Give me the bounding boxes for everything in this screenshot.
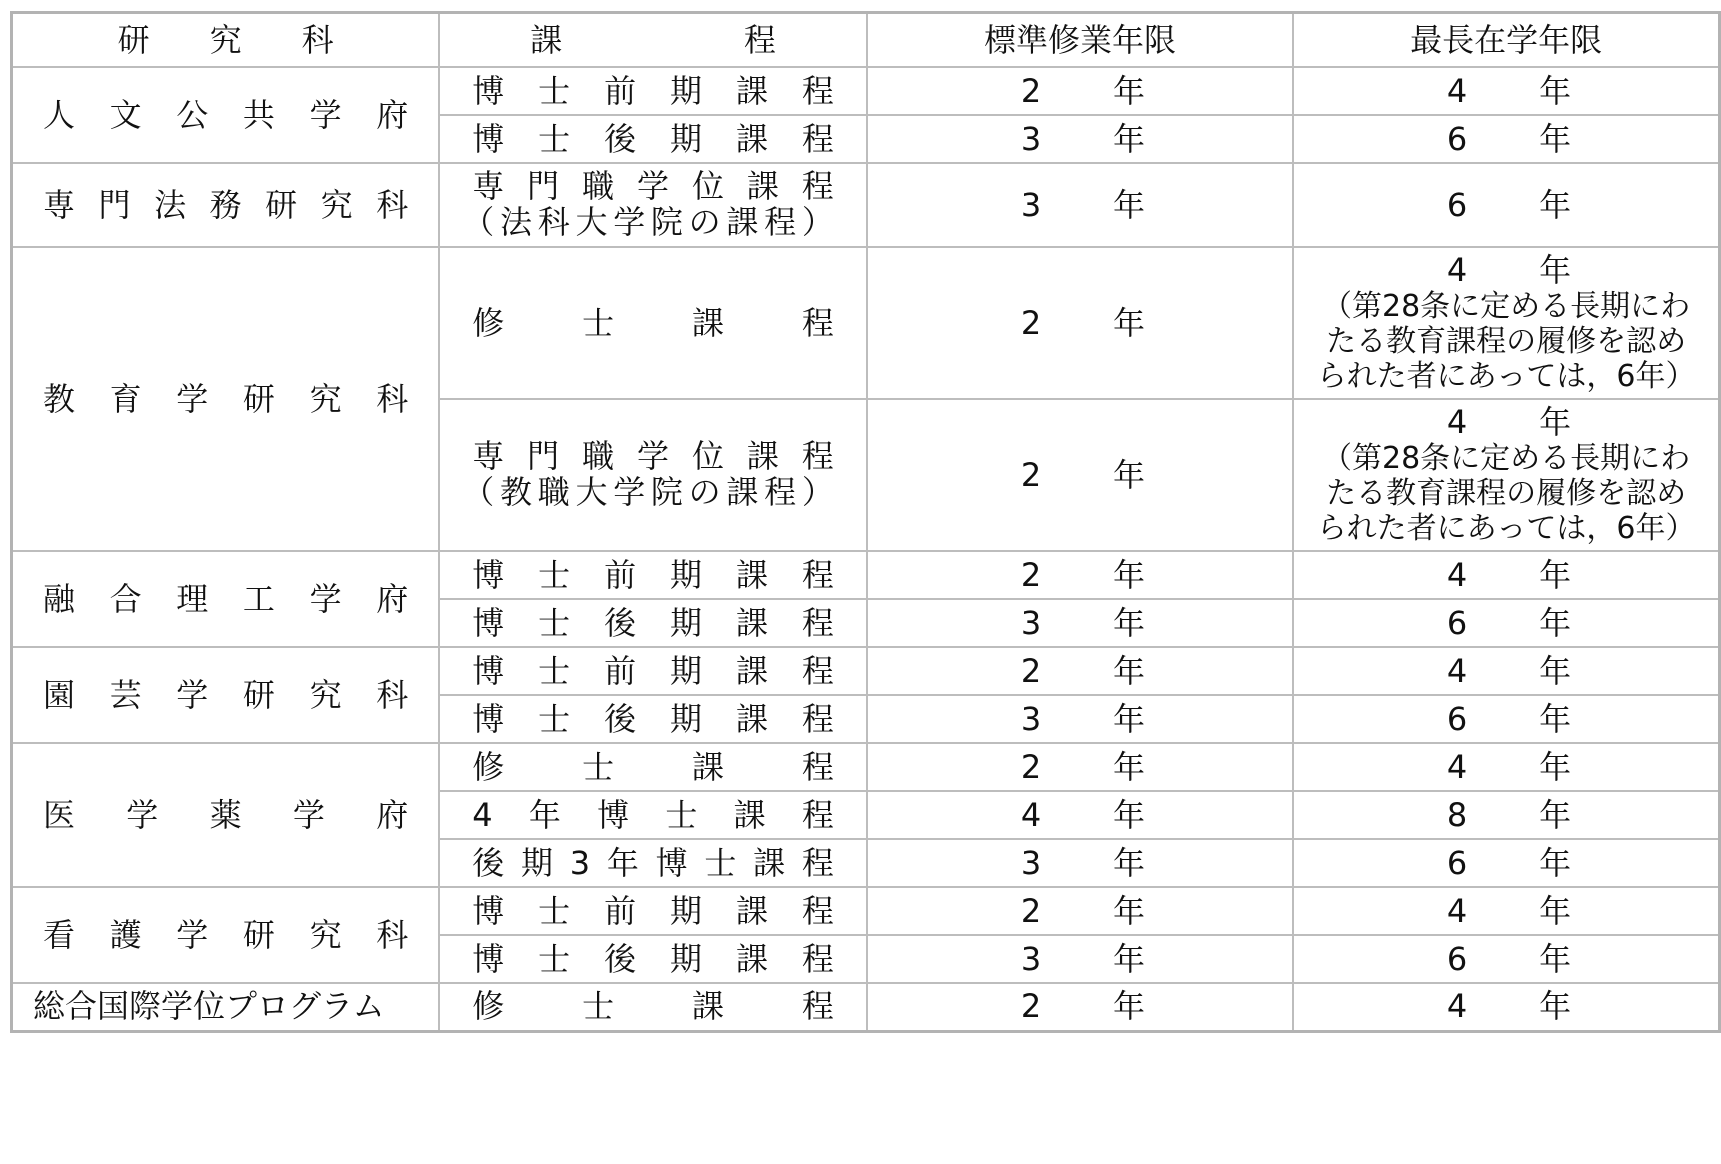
course-cell (439, 983, 867, 1031)
course-cell (439, 599, 867, 647)
standard-years-cell (867, 115, 1293, 163)
max-years: 4 年 (1446, 555, 1572, 594)
max-years: 6 年 (1446, 185, 1572, 224)
standard-years: 4 年 (1020, 795, 1146, 834)
course-name: 博 士 前 期 課 程 (472, 651, 834, 690)
course-name: 博 士 後 期 課 程 (472, 699, 834, 738)
course-cell (439, 887, 867, 935)
standard-years: 3 年 (1020, 699, 1146, 738)
course-name: 修 士 課 程 (472, 303, 834, 342)
standard-years-cell (867, 67, 1293, 115)
max-years: 4 年 (1446, 987, 1572, 1026)
table-row (12, 647, 1720, 695)
max-years: 4 年 (1446, 891, 1572, 930)
standard-years-cell (867, 163, 1293, 247)
max-years-cell (1293, 695, 1719, 743)
standard-years: 2 年 (1020, 747, 1146, 786)
standard-years: 2 年 (1020, 303, 1146, 342)
course-name: 修 士 課 程 (472, 987, 834, 1026)
max-years: 6 年 (1446, 603, 1572, 642)
standard-years: 2 年 (1020, 71, 1146, 110)
course-cell (439, 163, 867, 247)
max-years-cell (1293, 399, 1719, 551)
max-years: 4 年 (1446, 402, 1572, 441)
graduate-school-name: 専 門 法 務 研 究 科 (43, 185, 409, 224)
max-years-cell (1293, 791, 1719, 839)
table-row (12, 163, 1720, 247)
graduate-school-cell (12, 887, 440, 983)
standard-years: 3 年 (1020, 939, 1146, 978)
table-body (12, 67, 1720, 1031)
course-subname: （ 法 科 大 学 院 の 課 程 ） (462, 203, 834, 241)
max-years: 4 年 (1446, 747, 1572, 786)
max-years: 6 年 (1446, 843, 1572, 882)
table-row (12, 247, 1720, 399)
graduate-school-name: 融 合 理 工 学 府 (43, 579, 409, 618)
max-years: 6 年 (1446, 939, 1572, 978)
standard-years-cell (867, 399, 1293, 551)
graduate-school-cell (12, 983, 440, 1031)
graduate-school-name: 園 芸 学 研 究 科 (43, 675, 409, 714)
standard-years-cell (867, 647, 1293, 695)
standard-years: 3 年 (1020, 185, 1146, 224)
standard-years-cell (867, 887, 1293, 935)
standard-years-cell (867, 599, 1293, 647)
table-row (12, 743, 1720, 791)
standard-years: 2 年 (1020, 555, 1146, 594)
course-cell (439, 791, 867, 839)
max-years: 6 年 (1446, 119, 1572, 158)
graduate-school-cell (12, 647, 440, 743)
course-name: 修 士 課 程 (472, 747, 834, 786)
study-period-table (10, 11, 1721, 1033)
graduate-school-cell (12, 67, 440, 163)
course-name: 博 士 後 期 課 程 (472, 119, 834, 158)
max-years-cell (1293, 551, 1719, 599)
course-cell (439, 935, 867, 983)
standard-years-cell (867, 551, 1293, 599)
graduate-school-name: 人 文 公 共 学 府 (43, 95, 409, 134)
course-name: 博 士 前 期 課 程 (472, 71, 834, 110)
standard-years: 2 年 (1020, 987, 1146, 1026)
course-name: 専 門 職 学 位 課 程 (472, 437, 834, 476)
header-max-years: 最長在学年限 (1293, 13, 1719, 68)
max-years-cell (1293, 743, 1719, 791)
course-cell (439, 743, 867, 791)
max-years-cell (1293, 935, 1719, 983)
graduate-school-name: 医 学 薬 学 府 (43, 795, 409, 834)
max-years-cell (1293, 67, 1719, 115)
graduate-school-cell (12, 247, 440, 551)
graduate-school-name: 教 育 学 研 究 科 (43, 379, 409, 418)
graduate-school-cell (12, 743, 440, 887)
long-term-study-note: （第28条に定める長期にわ たる教育課程の履修を認め られた者にあっては，6年） (1316, 288, 1696, 394)
graduate-school-cell (12, 163, 440, 247)
max-years-cell (1293, 887, 1719, 935)
header-course: 課 程 (439, 13, 867, 68)
standard-years: 3 年 (1020, 843, 1146, 882)
max-years-cell (1293, 983, 1719, 1031)
course-name: 博 士 後 期 課 程 (472, 939, 834, 978)
max-years-cell (1293, 839, 1719, 887)
header-standard-years: 標準修業年限 (867, 13, 1293, 68)
max-years-cell (1293, 115, 1719, 163)
max-years: 4 年 (1446, 71, 1572, 110)
graduate-school-name: 総合国際学位プログラム (33, 987, 385, 1026)
standard-years: 2 年 (1020, 891, 1146, 930)
long-term-study-note: （第28条に定める長期にわ たる教育課程の履修を認め られた者にあっては，6年） (1316, 440, 1696, 546)
standard-years-cell (867, 743, 1293, 791)
table-row (12, 887, 1720, 935)
standard-years: 2 年 (1020, 455, 1146, 494)
header-graduate-school: 研 究 科 (12, 13, 440, 68)
course-name: 4 年 博 士 課 程 (472, 795, 834, 834)
standard-years-cell (867, 247, 1293, 399)
course-cell (439, 839, 867, 887)
course-cell (439, 647, 867, 695)
max-years: 4 年 (1446, 250, 1572, 289)
table-row (12, 67, 1720, 115)
course-cell (439, 67, 867, 115)
course-name: 専 門 職 学 位 課 程 (472, 167, 834, 206)
standard-years-cell (867, 839, 1293, 887)
course-cell (439, 247, 867, 399)
course-name: 博 士 後 期 課 程 (472, 603, 834, 642)
header-row (12, 13, 1720, 68)
max-years-cell (1293, 247, 1719, 399)
max-years-cell (1293, 599, 1719, 647)
course-name: 後 期 3 年 博 士 課 程 (472, 843, 834, 882)
graduate-school-cell (12, 551, 440, 647)
standard-years-cell (867, 935, 1293, 983)
standard-years-cell (867, 695, 1293, 743)
graduate-school-name: 看 護 学 研 究 科 (43, 915, 409, 954)
max-years-cell (1293, 163, 1719, 247)
course-cell (439, 695, 867, 743)
max-years: 4 年 (1446, 651, 1572, 690)
course-cell (439, 115, 867, 163)
course-cell (439, 551, 867, 599)
course-cell (439, 399, 867, 551)
max-years-cell (1293, 647, 1719, 695)
course-subname: （ 教 職 大 学 院 の 課 程 ） (462, 473, 834, 511)
standard-years: 3 年 (1020, 603, 1146, 642)
max-years: 6 年 (1446, 699, 1572, 738)
max-years: 8 年 (1446, 795, 1572, 834)
standard-years-cell (867, 791, 1293, 839)
course-name: 博 士 前 期 課 程 (472, 555, 834, 594)
standard-years: 2 年 (1020, 651, 1146, 690)
table-row (12, 551, 1720, 599)
course-name: 博 士 前 期 課 程 (472, 891, 834, 930)
standard-years: 3 年 (1020, 119, 1146, 158)
table-row (12, 983, 1720, 1031)
standard-years-cell (867, 983, 1293, 1031)
